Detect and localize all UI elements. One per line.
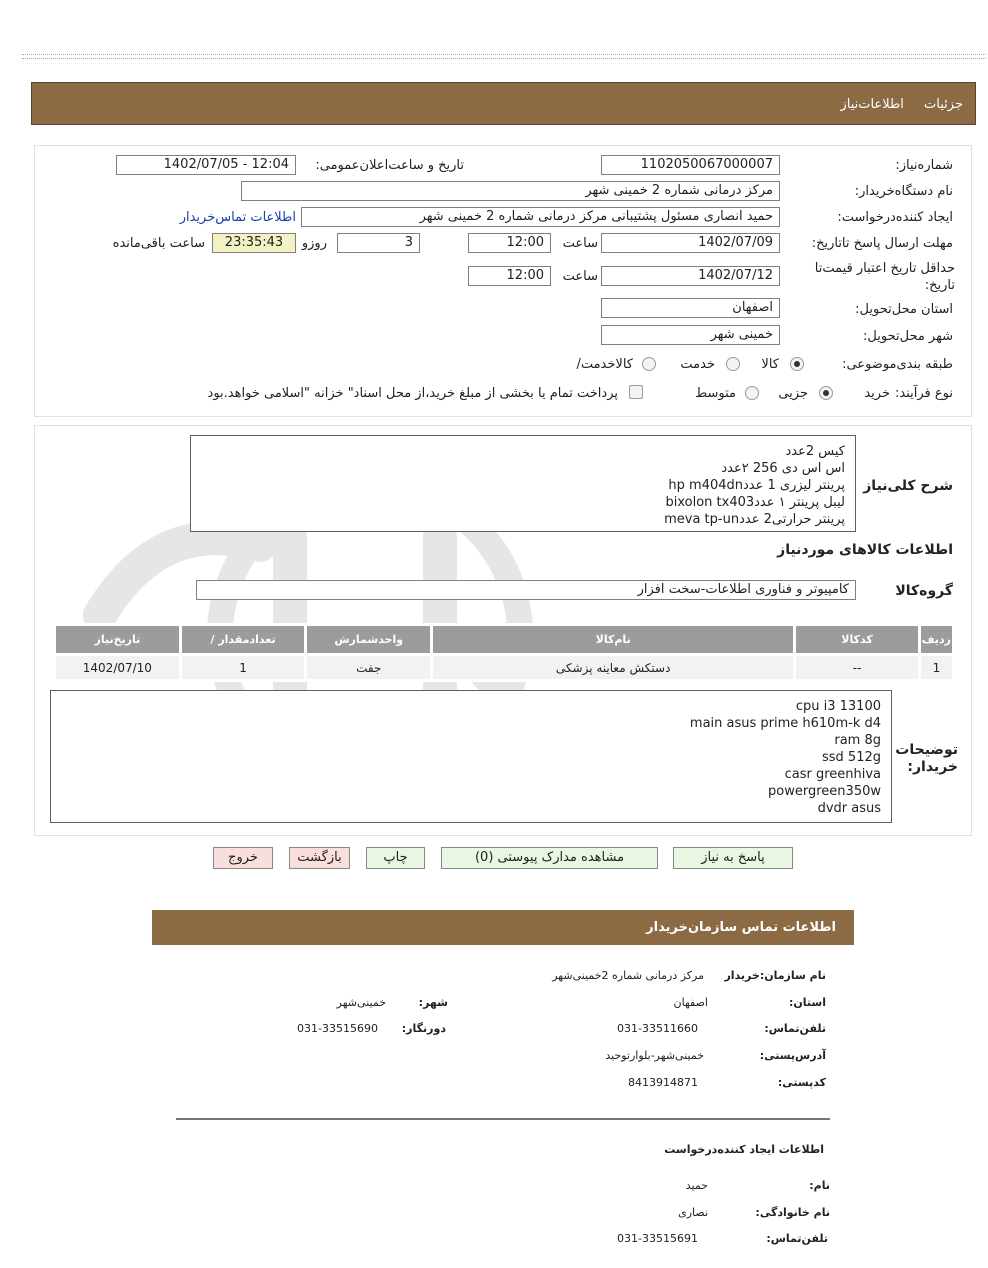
notes-line: dvdr asus bbox=[817, 801, 881, 816]
contact-province-value: اصفهان bbox=[673, 996, 708, 1009]
tab-need-info[interactable]: اطلاعات‌نیاز bbox=[840, 97, 904, 112]
notes-line: ssd 512g bbox=[822, 750, 881, 765]
announce-field: 1402/07/05 - 12:04 bbox=[116, 155, 296, 175]
cell-name: دستکش معاینه پزشکی bbox=[432, 655, 795, 681]
col-row: ردیف bbox=[919, 625, 953, 655]
process-label: نوع فرآیند: bbox=[895, 386, 953, 401]
print-button[interactable]: چاپ bbox=[366, 847, 425, 869]
contact-postal-label: کد‌پستی: bbox=[777, 1076, 826, 1089]
creator-field: حمید انصاری مسئول پشتیبانی مرکز درمانی شماره 2 خمینی شهر bbox=[301, 207, 780, 227]
creator-info-title: اطلاعات ایجاد کننده‌درخواست bbox=[664, 1143, 824, 1156]
col-code: کدکالا bbox=[795, 625, 920, 655]
contact-org-value: مرکز درمانی شماره 2خمینی‌شهر bbox=[552, 969, 704, 982]
creator-phone-value: 031-33515691 bbox=[617, 1232, 698, 1245]
goods-group-label: گروه‌کالا bbox=[895, 583, 953, 599]
province-field: اصفهان bbox=[601, 298, 780, 318]
deadline-label: مهلت ارسال ‌پاسخ تا‌تاریخ: bbox=[811, 236, 953, 251]
contact-province-label: استان: bbox=[789, 996, 826, 1009]
need-number-label: شماره‌نیاز: bbox=[895, 158, 953, 173]
table-row bbox=[55, 655, 954, 681]
process-buy-label: خرید bbox=[864, 386, 890, 401]
category-service-radio[interactable] bbox=[726, 357, 740, 371]
days-field: 3 bbox=[337, 233, 420, 253]
category-goods-radio[interactable] bbox=[790, 357, 804, 371]
contact-phone-label: تلفن‌تماس: bbox=[764, 1022, 826, 1035]
notes-line: cpu i3 13100 bbox=[795, 699, 881, 714]
buyer-notes-label: توضیحات خریدار: bbox=[895, 742, 958, 775]
remaining-label: ساعت باقی‌مانده bbox=[112, 236, 205, 251]
creator-phone-label: تلفن‌تماس: bbox=[766, 1232, 828, 1245]
creator-family-label: نام خانوادگی: bbox=[755, 1206, 830, 1219]
contact-address-label: آدرس‌پستی: bbox=[759, 1049, 826, 1062]
process-minor-label: جزیی bbox=[778, 386, 808, 401]
price-validity-label: حداقل تاریخ اعتبار قیمت‌تا تاریخ: bbox=[814, 261, 955, 293]
process-minor-radio[interactable] bbox=[819, 386, 833, 400]
category-goods-label: کالا bbox=[761, 357, 779, 372]
category-goods-service-radio[interactable] bbox=[642, 357, 656, 371]
creator-name-label: نام: bbox=[809, 1179, 830, 1192]
price-validity-date-field: 1402/07/12 bbox=[601, 266, 780, 286]
notes-line: main asus prime h610m-k d4 bbox=[689, 716, 881, 731]
price-validity-hour-label: ساعت bbox=[562, 269, 598, 284]
creator-family-value: نصاری bbox=[678, 1206, 708, 1219]
contact-address-value: خمینی‌شهر-بلوارتوحید bbox=[605, 1049, 704, 1062]
contact-org-label: نام سازمان‌:خریدار bbox=[724, 969, 826, 982]
goods-table-header bbox=[55, 625, 954, 655]
notes-line: casr greenhiva bbox=[784, 767, 881, 782]
cell-code: -- bbox=[795, 655, 920, 681]
treasury-payment-checkbox[interactable] bbox=[629, 385, 643, 399]
goods-table bbox=[53, 623, 955, 682]
contact-fax-value: 031-33515690 bbox=[297, 1022, 378, 1035]
buyer-contact-title: اطلاعات تماس سازمان‌خریدار bbox=[152, 910, 854, 945]
contact-divider bbox=[176, 1118, 830, 1120]
contact-city-label: شهر: bbox=[418, 996, 448, 1009]
buyer-org-field: مرکز درمانی شماره 2 خمینی شهر bbox=[241, 181, 780, 201]
city-label: شهر محل‌تحویل: bbox=[863, 329, 953, 344]
col-quantity: تعدادمقدار / bbox=[180, 625, 306, 655]
creator-label: ایجاد کننده‌درخواست: bbox=[837, 210, 953, 225]
description-line: لیبل پرینتر ۱ عددbixolon tx403 bbox=[665, 495, 845, 510]
description-line: کیس 2عدد bbox=[785, 444, 845, 459]
remaining-time-field: 23:35:43 bbox=[212, 233, 296, 253]
notes-line: ram 8g bbox=[834, 733, 881, 748]
goods-group-field: کامپیوتر و فناوری اطلاعات-سخت افزار bbox=[196, 580, 856, 600]
deadline-hour-label: ساعت bbox=[562, 236, 598, 251]
buyer-notes-textbox bbox=[50, 690, 892, 823]
goods-section-title: اطلاعات کالاهای موردنیاز bbox=[777, 542, 953, 558]
description-line: پرینتر لیزری 1 عددhp m404dn bbox=[668, 478, 845, 493]
description-textbox bbox=[190, 435, 856, 532]
contact-city-value: خمینی‌شهر bbox=[336, 996, 386, 1009]
category-goods-service-label: کالا‌خدمت/ bbox=[576, 357, 633, 372]
city-field: خمینی شهر bbox=[601, 325, 780, 345]
price-validity-hour-field: 12:00 bbox=[468, 266, 551, 286]
category-service-label: خدمت bbox=[680, 357, 715, 372]
back-button[interactable]: بازگشت bbox=[289, 847, 350, 869]
col-need-date: تاریخ‌نیاز bbox=[55, 625, 181, 655]
process-medium-radio[interactable] bbox=[745, 386, 759, 400]
deadline-date-field: 1402/07/09 bbox=[601, 233, 780, 253]
announce-label: تاریخ و ساعت‌اعلان‌عمومی: bbox=[315, 158, 464, 173]
description-line: پرینتر حرارتی2 عددmeva tp-un bbox=[664, 512, 845, 527]
tab-details[interactable]: جزئیات bbox=[924, 97, 963, 112]
cell-unit: جفت bbox=[306, 655, 432, 681]
contact-phone-value: 031-33511660 bbox=[617, 1022, 698, 1035]
cell-quantity: 1 bbox=[180, 655, 306, 681]
notes-line: powergreen350w bbox=[768, 784, 881, 799]
buyer-contact-link[interactable]: اطلاعات تماس‌خریدار bbox=[179, 210, 296, 225]
buyer-org-label: نام دستگاه‌خریدار: bbox=[854, 184, 953, 199]
deadline-hour-field: 12:00 bbox=[468, 233, 551, 253]
process-medium-label: متوسط bbox=[695, 386, 736, 401]
cell-row: 1 bbox=[919, 655, 953, 681]
province-label: استان محل‌تحویل: bbox=[855, 302, 953, 317]
contact-postal-value: 8413914871 bbox=[628, 1076, 698, 1089]
cell-need-date: 1402/07/10 bbox=[55, 655, 181, 681]
description-line: اس اس دی 256 ۲عدد bbox=[721, 461, 845, 476]
creator-name-value: حمید bbox=[685, 1179, 708, 1192]
col-name: نام‌کالا bbox=[432, 625, 795, 655]
reply-button[interactable]: پاسخ به نیاز bbox=[673, 847, 793, 869]
col-unit: واحدشمارش bbox=[306, 625, 432, 655]
contact-fax-label: دورنگار: bbox=[401, 1022, 446, 1035]
days-label: روزو bbox=[301, 236, 327, 251]
category-label: طبقه بندی‌موضوعی: bbox=[842, 357, 953, 372]
header-tab-bar bbox=[31, 82, 976, 125]
exit-button[interactable]: خروج bbox=[213, 847, 273, 869]
top-divider bbox=[22, 54, 986, 59]
need-number-field: 1102050067000007 bbox=[601, 155, 780, 175]
attachments-button[interactable]: مشاهده مدارک پیوستی (0) bbox=[441, 847, 658, 869]
description-label: شرح کلی‌نیاز bbox=[863, 478, 953, 494]
treasury-payment-label: پرداخت تمام یا بخشی از مبلغ خرید،از محل اسناد" خزانه "اسلامی خواهد.بود bbox=[207, 386, 618, 401]
